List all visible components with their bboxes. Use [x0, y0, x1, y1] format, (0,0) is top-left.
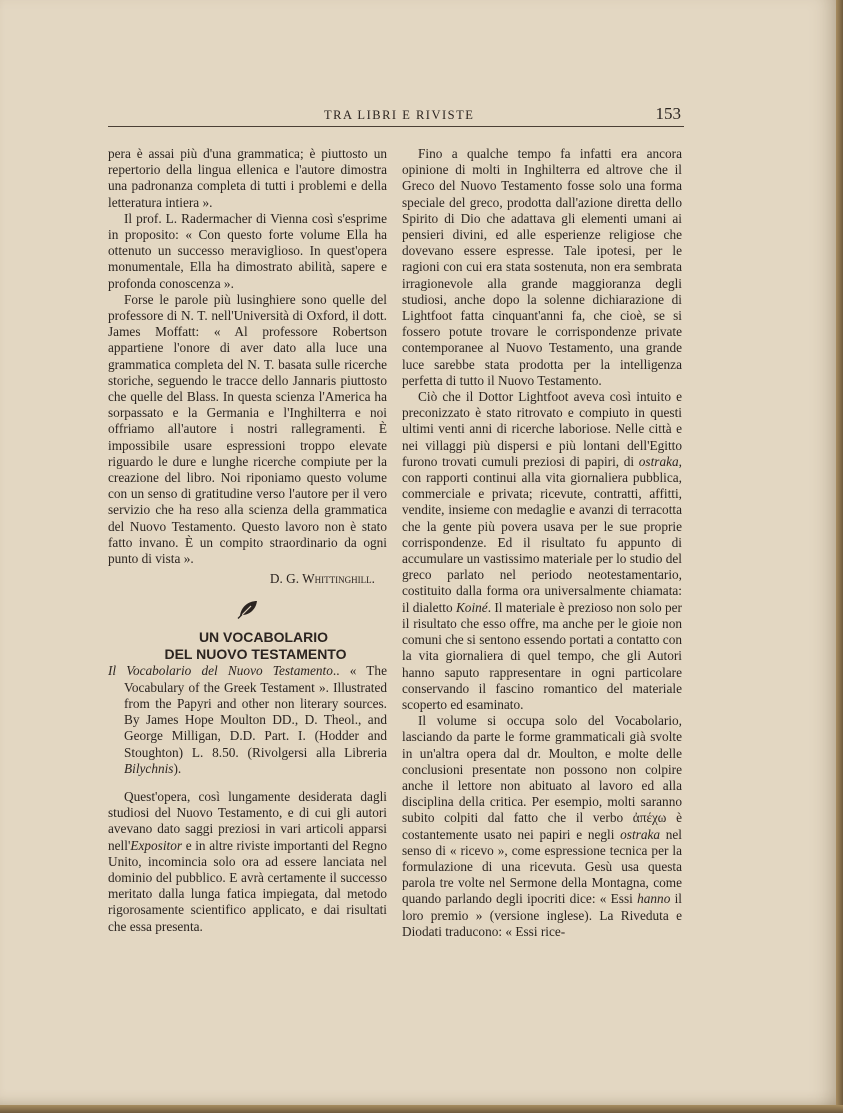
page-number: 153: [655, 104, 681, 123]
paragraph: Il volume si occupa solo del Vocabolario, lasciando da parte le forme grammaticali già svolte in un'altra opera dal dr. Moulton, e molte delle conclusioni presentate non possono non colpire anche il lettore non abituato al lavoro ed alla disciplina della critica. Per esempio, molti saranno subito colpiti dal fatto che il verbo ἀπέχω è costantemente usato nei papiri e negli ostraka nel senso di « ricevo », come espressione tecnica per la formulazione di una ricevuta. Gesù usa questa parola tre volte nel Sermone della Montagna, come quando parlando degli ipocriti dice: « Essi hanno il loro premio » (versione inglese). La Riveduta e Diodati traducono: « Essi rice-: [402, 713, 682, 939]
author-signature: D. G. Whittinghill.: [269, 571, 375, 587]
paragraph: Ciò che il Dottor Lightfoot aveva così intuito e preconizzato è stato ritrovato e compiuto in questi ultimi venti anni di ricerche laboriose. Nelle città e nei villaggi più dispersi e più lontani dell'Egitto furono trovati cumuli preziosi di papiri, di ostraka, con rapporti continui alla vita giornaliera pubblica, commerciale e privata; ricevute, contratti, affitti, vendite, insieme con medaglie e avanzi di terracotta che la gente più povera usava per le sue proprie corrispondenze. Ed il risultato fu appunto di accumulare un vastissimo materiale per lo studio del greco parlato nel periodo neotestamentario, costituito dalla forma ora universalmente chiamata: il dialetto Koiné. Il materiale è prezioso non solo per il risultato che esso offre, ma anche per le gioie non comuni che si sentono essendo portati a contatto con la vita giornaliera di quel tempo, che gli Autori hanno saputo rappresentare in ogni particolare conservando il fascino romantico del materiale scoperto ed esaminato.: [402, 389, 682, 712]
greek-word: ἀπέχω: [632, 810, 667, 826]
left-column: [108, 146, 387, 935]
running-head: TRA LIBRI E RIVISTE: [324, 108, 475, 122]
page-edge: [836, 0, 843, 1113]
book-citation: Il Vocabolario del Nuovo Testamento.. « The Vocabulary of the Greek Testament ». Illustrated from the Papyri and other non literary sources. By James Hope Moulton DD., D. Theol., and George Milligan, D.D. Part. I. (Hodder and Stoughton) L. 8.50. (Rivolgersi alla Libreria Bilychnis).: [108, 663, 387, 776]
journal-name: Expositor: [130, 837, 183, 853]
leaf-ornament-icon: [108, 599, 387, 619]
paragraph: Forse le parole più lusinghiere sono quelle del professore di N. T. nell'Università di Oxford, il dott. James Moffatt: « Al professore Robertson appartiene l'onore di aver dato alla luce una grammatica completa del N. T. basata sulle ricerche storiche, seguendo le tracce dello Jannaris piuttosto che quelle del Blass. In questa scienza l'America ha sorpassato e la Germania e l'Inghilterra e noi offriamo all'autore i nostri rallegramenti. È impossibile usare espressioni troppo elevate riguardo le dure e lunghe ricerche compiute per la creazione del libro. Noi riponiamo questo volume con un senso di gratitudine verso l'autore per il vero servizio che ha reso alla scienza della grammatica del Nuovo Testamento. Questo lavoro non è stato fatto invano. È un compito straordinario da ogni punto di vista ».: [108, 291, 387, 567]
page-bottom-edge: [0, 1105, 843, 1113]
paragraph: Fino a qualche tempo fa infatti era ancora opinione di molti in Inghilterra ed altrove che il Greco del Nuovo Testamento fosse solo una forma speciale del greco, prodotta dall'azione diretta dello Spirito di Dio che adattava gli elementi umani ai pensieri divini, ed alle esperienze religiose che dovevano essere espresse. Tale ipotesi, per le ragioni con cui era stata sostenuta, non era sembrata irragionevole alla grande maggioranza degli studiosi, anche dopo la solenne dichiarazione di Lightfoot fatta cinquant'anni fa, che cioè, se si fossero potute trovare le corrispondenze private contemporanee al Nuovo Testamento, una grande luce sarebbe stata prodotta per la intelligenza perfetta di tutto il Nuovo Testamento.: [402, 146, 682, 388]
paragraph: Quest'opera, così lungamente desiderata dagli studiosi del Nuovo Testamento, e di cui gli autori avevano dato saggi preziosi in vari articoli apparsi nell'Expositor e in altre riviste importanti del Regno Unito, incomincia solo ora ad essere lanciata nel dominio del pubblico. E avrà certamente il successo meritato dalla lunga fatica impiegata, dal metodo rigorosamente scientifico applicato, e dai risultati che essa presenta.: [108, 788, 387, 934]
journal-name: Bilychnis: [124, 760, 174, 776]
section-title: UN VOCABOLARIO DEL NUOVO TESTAMENTO: [164, 629, 347, 663]
right-column: [402, 146, 682, 940]
page-header: [108, 104, 684, 127]
citation-title: Il Vocabolario del Nuovo Testamento: [108, 663, 333, 679]
paragraph: pera è assai più d'una grammatica; è piuttosto un repertorio della lingua ellenica e l'autore dimostra una padronanza completa di tutti i problemi e della letteratura intiera ».: [108, 146, 387, 210]
paragraph: Il prof. L. Radermacher di Vienna così s'esprime in proposito: « Con questo forte volume Ella ha ottenuto un successo meraviglioso. In quest'opera monumentale, Ella ha dimostrato abilità, sapere e profonda conoscenza ».: [108, 210, 387, 291]
